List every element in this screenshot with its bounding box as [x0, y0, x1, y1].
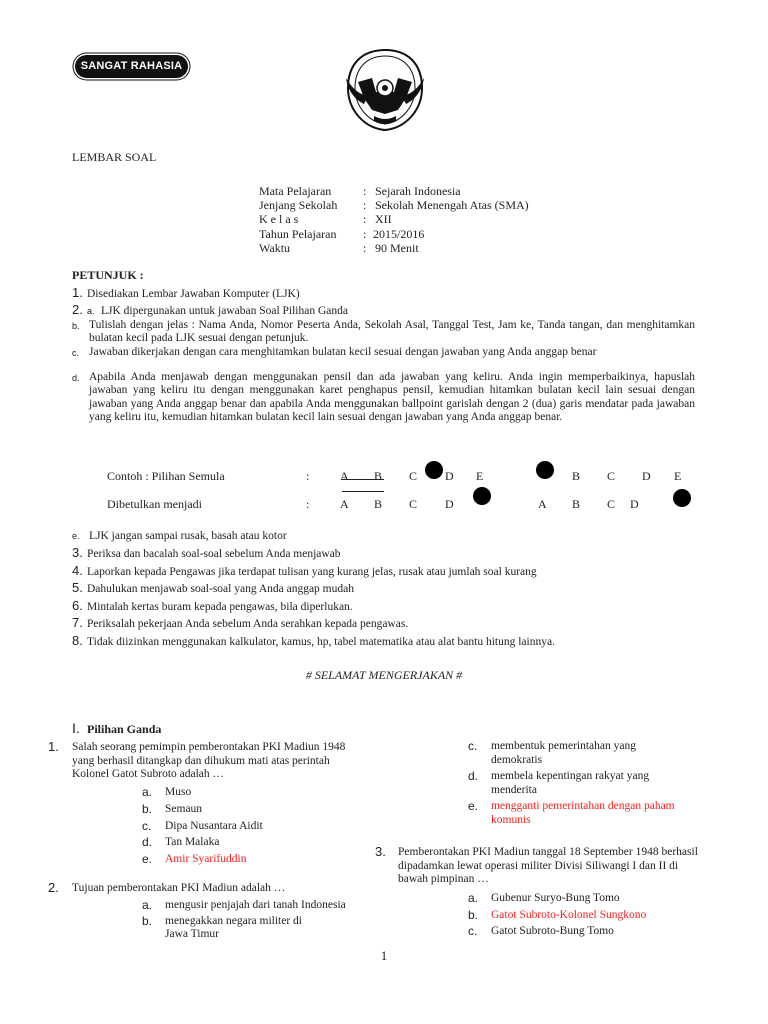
option[interactable]: [142, 801, 263, 818]
section-title: Pilihan Ganda: [87, 722, 162, 736]
strike-line: [342, 479, 384, 480]
option-letter: b.: [142, 801, 153, 816]
info-sep: :: [363, 198, 367, 213]
example-letter: B: [374, 469, 383, 483]
instruction-b: Tulislah dengan jelas : Nama Anda, Nomor Peserta Anda, Sekolah Asal, Tanggal Test, Jam ke, Tanda tangan, dan menghitamkan bulatan kecil pada LJK sesuai dengan petunjuk.: [89, 319, 695, 345]
info-row: [259, 198, 529, 212]
item-text: Laporkan kepada Pengawas jika terdapat tulisan yang kurang jelas, rusak atau jumlah soal kurang: [87, 565, 537, 578]
option-letter: a.: [142, 898, 153, 912]
question-options: [142, 899, 372, 942]
example-letter: C: [607, 469, 616, 483]
option[interactable]: [142, 899, 372, 913]
greeting: # SELAMAT MENGERJAKAN #: [305, 668, 463, 682]
question-options: [142, 784, 263, 868]
option-text: mengganti pemerintahan dengan paham komunis: [491, 800, 675, 826]
filled-bubble: [473, 487, 491, 505]
option-letter: d.: [468, 769, 479, 783]
item-letter: d.: [72, 373, 80, 383]
option-letter: e.: [142, 852, 153, 867]
instruction-item: [72, 633, 555, 651]
option-text: Dipa Nusantara Aidit: [165, 819, 263, 832]
question-text: Pemberontakan PKI Madiun tanggal 18 September 1948 berhasil dipadamkan lewat operasi militer Divisi Siliwangi I dan II di bawah pimpinan …: [398, 846, 698, 885]
example-letter: B: [374, 497, 383, 511]
filled-bubble: [536, 461, 554, 479]
option-letter: a.: [142, 785, 153, 799]
info-sep: :: [363, 226, 367, 241]
option[interactable]: [142, 784, 263, 801]
option-text: mengusir penjajah dari tanah Indonesia: [165, 899, 346, 911]
example-letter: C: [409, 469, 418, 483]
question-options: [468, 740, 708, 827]
strike-line: [342, 491, 384, 492]
example-letter: D: [642, 469, 651, 483]
instruction-d: Apabila Anda menjawab dengan menggunakan pensil dan ada jawaban yang keliru. Anda ingin memperbaikinya, hapuslah jawaban yang keliru itu dengan menggunakan karet penghapus pensil, kemudian hitamkan bulatan kecil lain sesuai dengan jawaban yang Anda anggap benar dan apabila Anda menggunakan ballpoint garislah dengan 2 (dua) garis mendatar pada jawaban yang keliru itu, kemudian hitamkan bulatan kecil lain sesuai dengan jawaban yang Anda anggap benar.: [89, 371, 695, 424]
item-number: 5.: [72, 580, 83, 596]
instruction-letter: [72, 320, 89, 332]
item-letter: e.: [72, 531, 80, 541]
option-correct[interactable]: [468, 907, 646, 924]
instruction-item: [72, 615, 555, 633]
question-text: Salah seorang pemimpin pemberontakan PKI Madiun 1948 yang berhasil ditangkap dan dihukum mati atas perintah Kolonel Gatot Subroto adalah …: [72, 741, 346, 780]
option-correct[interactable]: [468, 800, 708, 827]
option[interactable]: [468, 923, 646, 940]
info-sep: :: [363, 212, 367, 227]
item-text: LJK jangan sampai rusak, basah atau kotor: [89, 530, 287, 542]
info-sep: :: [363, 240, 367, 255]
question-number: 2.: [48, 880, 59, 895]
info-value: Sejarah Indonesia: [375, 184, 461, 198]
confidential-badge: SANGAT RAHASIA: [75, 55, 188, 78]
instruction-item: [72, 285, 300, 300]
info-row: [259, 241, 529, 255]
question-number: 3.: [375, 844, 386, 859]
option-letter: b.: [468, 907, 479, 922]
item-number: 4.: [72, 562, 83, 578]
section-heading: [72, 720, 161, 737]
option-letter: c.: [468, 924, 478, 939]
example-letter: A: [340, 497, 349, 511]
option[interactable]: [142, 818, 263, 835]
option-letter: d.: [142, 835, 153, 850]
info-value: 90 Menit: [375, 240, 419, 255]
option-text: Gatot Subroto-Kolonel Sungkono: [491, 908, 647, 921]
question-number: 1.: [48, 739, 59, 754]
option[interactable]: [468, 770, 708, 797]
info-key: Tahun Pelajaran: [259, 226, 337, 241]
item-letter: b.: [72, 321, 80, 331]
item-number: 2.: [72, 302, 83, 317]
option[interactable]: [468, 890, 646, 907]
info-key: Jenjang Sekolah: [259, 198, 338, 213]
option-text: Semaun: [165, 802, 203, 815]
instruction-letter: [72, 347, 89, 359]
info-key: K e l a s: [259, 212, 299, 227]
item-text: Dahulukan menjawab soal-soal yang Anda anggap mudah: [87, 583, 354, 596]
info-key: Waktu: [259, 240, 291, 255]
example-letter: E: [674, 469, 682, 483]
example-colon: :: [306, 497, 310, 511]
page-number: 1: [380, 948, 388, 963]
example-letter: D: [445, 497, 454, 511]
instruction-item: [72, 545, 555, 563]
item-number: 6.: [72, 597, 83, 613]
example-letter: B: [572, 469, 581, 483]
instruction-item: [72, 580, 555, 598]
option-letter: c.: [468, 739, 478, 753]
example-letter: C: [607, 497, 616, 511]
instruction-item: [72, 530, 287, 542]
option-text: Amir Syarifuddin: [165, 853, 247, 866]
info-value: XII: [375, 212, 392, 227]
option[interactable]: [142, 915, 372, 942]
item-text: Mintalah kertas buram kepada pengawas, bila diperlukan.: [87, 600, 353, 613]
example-letter: A: [538, 497, 547, 511]
option-text: Muso: [165, 786, 192, 798]
filled-bubble: [425, 461, 443, 479]
option-letter: a.: [468, 891, 479, 905]
item-letter: c.: [72, 348, 80, 358]
item-number: 1.: [72, 285, 83, 300]
item-text: LJK dipergunakan untuk jawaban Soal Pilihan Ganda: [101, 305, 348, 317]
option-text: Gubenur Suryo-Bung Tomo: [491, 892, 620, 904]
example-row2-label: Dibetulkan menjadi: [107, 497, 202, 511]
example-letter: D: [630, 497, 639, 511]
info-sep: :: [363, 184, 367, 198]
option[interactable]: [468, 740, 708, 767]
option-letter: b.: [142, 913, 153, 928]
school-logo: [338, 48, 432, 132]
option-correct[interactable]: [142, 851, 263, 868]
option-text: membela kepentingan rakyat yang menderita: [491, 770, 650, 796]
instruction-item: [72, 563, 555, 581]
subject-info: [259, 184, 529, 255]
example-row1-label: Contoh : Pilihan Semula: [107, 469, 225, 483]
example-letter: A: [340, 469, 349, 483]
option-letter: e.: [468, 799, 479, 813]
item-text: Disediakan Lembar Jawaban Komputer (LJK): [87, 288, 300, 300]
instruction-letter: [72, 372, 89, 384]
info-value: Sekolah Menengah Atas (SMA): [375, 198, 529, 213]
example-colon: :: [306, 469, 310, 483]
question-text: Tujuan pemberontakan PKI Madiun adalah …: [72, 882, 286, 894]
info-key: Mata Pelajaran: [259, 184, 332, 198]
info-row: [259, 184, 529, 198]
example-letter: B: [572, 497, 581, 511]
option-text: Gatot Subroto-Bung Tomo: [491, 925, 614, 938]
filled-bubble: [673, 489, 691, 507]
info-row: [259, 212, 529, 226]
option[interactable]: [142, 834, 263, 851]
instruction-c: Jawaban dikerjakan dengan cara menghitamkan bulatan kecil sesuai dengan jawaban yang Anda anggap benar: [89, 346, 597, 358]
item-text: Tidak diizinkan menggunakan kalkulator, kamus, hp, tabel matematika atau alat bantu hitung lainnya.: [87, 635, 555, 648]
example-letter: D: [445, 469, 454, 483]
item-number: 3.: [72, 545, 83, 560]
item-text: Periksa dan bacalah soal-soal sebelum Anda menjawab: [87, 548, 341, 560]
instruction-item: [72, 598, 555, 616]
question-options: [468, 890, 646, 940]
instruction-item: [72, 302, 348, 317]
instructions-more: [72, 545, 555, 651]
item-text: Periksalah pekerjaan Anda sebelum Anda serahkan kepada pengawas.: [87, 618, 409, 631]
example-letter: C: [409, 497, 418, 511]
option-text: menegakkan negara militer di Jawa Timur: [165, 914, 302, 940]
example-letter: E: [476, 469, 484, 483]
item-number: 8.: [72, 632, 83, 648]
instructions-title: PETUNJUK :: [72, 268, 144, 282]
info-value: 2015/2016: [373, 226, 425, 241]
info-row: [259, 227, 529, 241]
item-number: 7.: [72, 615, 83, 631]
option-text: membentuk pemerintahan yang demokratis: [491, 740, 636, 766]
option-letter: c.: [142, 818, 152, 833]
option-text: Tan Malaka: [165, 836, 220, 849]
page-title: LEMBAR SOAL: [72, 150, 157, 164]
section-number: I.: [72, 720, 80, 736]
item-letter: a.: [87, 306, 95, 316]
